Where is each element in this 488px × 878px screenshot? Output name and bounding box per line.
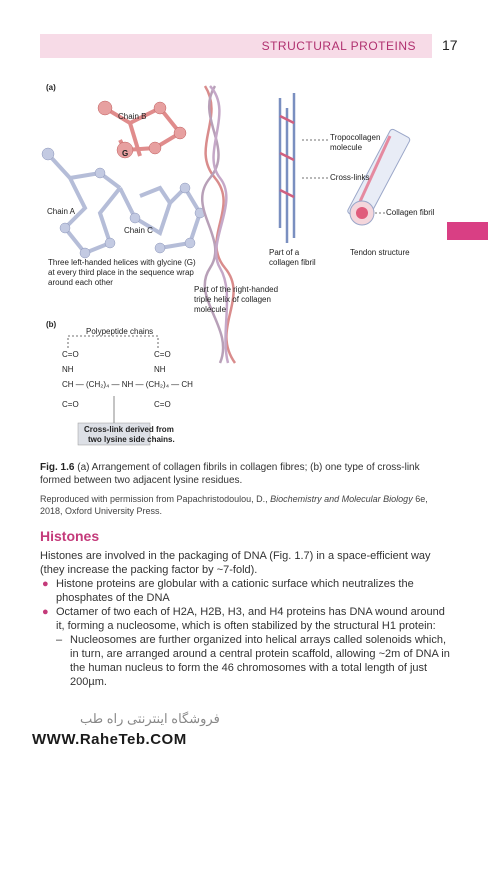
watermark-site: WWW.RaheTeb.COM — [32, 731, 187, 748]
credit-suffix: 6e, 2018, Oxford University Press. — [40, 494, 428, 516]
list-item — [40, 577, 450, 605]
amide-left: NH — [62, 365, 74, 374]
dash-icon: – — [56, 634, 63, 646]
fibril-caption-1: Part of a — [269, 248, 300, 257]
tropocollagen-label-2: molecule — [330, 143, 363, 152]
helices-caption-1: Three left-handed helices with glycine (G) — [48, 258, 196, 267]
list-item — [40, 605, 450, 633]
chain-b-label: Chain B — [118, 112, 147, 121]
chain-a-label: Chain A — [47, 207, 76, 216]
fibril-caption-2: collagen fibril — [269, 258, 316, 267]
tendon-label: Tendon structure — [350, 248, 410, 257]
intro-paragraph: Histones are involved in the packaging of DNA (Fig. 1.7) in a space-efficient way (they increase the packing factor by ~7-fold). — [40, 550, 431, 576]
crosslinks-label: Cross-links — [330, 173, 370, 182]
chapter-tab — [447, 222, 488, 240]
amide-right: NH — [154, 365, 166, 374]
collagen-fibril-label: Collagen fibril — [386, 208, 435, 217]
carbonyl-right-1: C=O — [154, 350, 171, 359]
panel-a-label: (a) — [46, 83, 56, 92]
bullet-icon: ● — [42, 606, 49, 618]
crosslink-chain: CH — (CH₂)₄ — NH — (CH₂)₄ — CH — [62, 380, 193, 389]
running-head: STRUCTURAL PROTEINS — [261, 39, 416, 53]
carbonyl-left-1: C=O — [62, 350, 79, 359]
figure-caption-text: (a) Arrangement of collagen fibrils in collagen fibres; (b) one type of cross-link formed between two adjacent lysine residues. — [40, 462, 420, 486]
carbonyl-right-2: C=O — [154, 400, 171, 409]
carbonyl-left-2: C=O — [62, 400, 79, 409]
sub-bullet-text: Nucleosomes are further organized into helical arrays called solenoids which, in turn, are arranged around a central protein scaffold, allowing ~2m of DNA in the human nucleus to form the 46 chromosomes with a total length of just 200µm. — [70, 634, 450, 688]
bullet-list — [40, 577, 450, 689]
figure-1-6 — [40, 78, 440, 458]
bullet-icon: ● — [42, 578, 49, 590]
helices-caption-3: around each other — [48, 278, 113, 287]
triple-helix-caption-3: molecule — [194, 305, 227, 314]
figure-caption — [40, 461, 444, 487]
crosslink-desc-2: two lysine side chains. — [88, 435, 175, 444]
crosslink-desc-1: Cross-link derived from — [84, 425, 174, 434]
section-title: Histones — [40, 528, 100, 544]
chain-c-label: Chain C — [124, 226, 153, 235]
credit-title: Biochemistry and Molecular Biology — [270, 494, 413, 504]
helices-caption-2: at every third place in the sequence wrap — [48, 268, 194, 277]
watermark-persian: فروشگاه اینترنتی راه طب — [80, 711, 220, 726]
polypeptide-label: Polypeptide chains — [86, 327, 154, 336]
bullet-text: Histone proteins are globular with a cationic surface which neutralizes the phosphates of the DNA — [56, 578, 414, 604]
triple-helix — [202, 86, 235, 363]
bullet-text: Octamer of two each of H2A, H2B, H3, and H4 proteins has DNA wound around it, forming a nucleosome, which is often stabilized by the structural H1 protein: — [56, 606, 445, 632]
sub-list-item — [40, 633, 450, 689]
crosslink-bracket — [68, 336, 158, 348]
glycine-label: G — [122, 149, 129, 158]
triple-helix-caption-2: triple helix of collagen — [194, 295, 271, 304]
tropocollagen-label-1: Tropocollagen — [330, 133, 381, 142]
panel-b-label: (b) — [46, 320, 57, 329]
triple-helix-caption-1: Part of the right-handed — [194, 285, 279, 294]
collagen-fibril-strands — [280, 93, 328, 243]
figure-number: Fig. 1.6 — [40, 462, 75, 473]
page-number: 17 — [442, 37, 458, 53]
figure-credit — [40, 493, 444, 517]
section-body — [40, 549, 450, 689]
watermark — [20, 707, 470, 747]
credit-prefix: Reproduced with permission from Papachristodoulou, D., — [40, 494, 271, 504]
